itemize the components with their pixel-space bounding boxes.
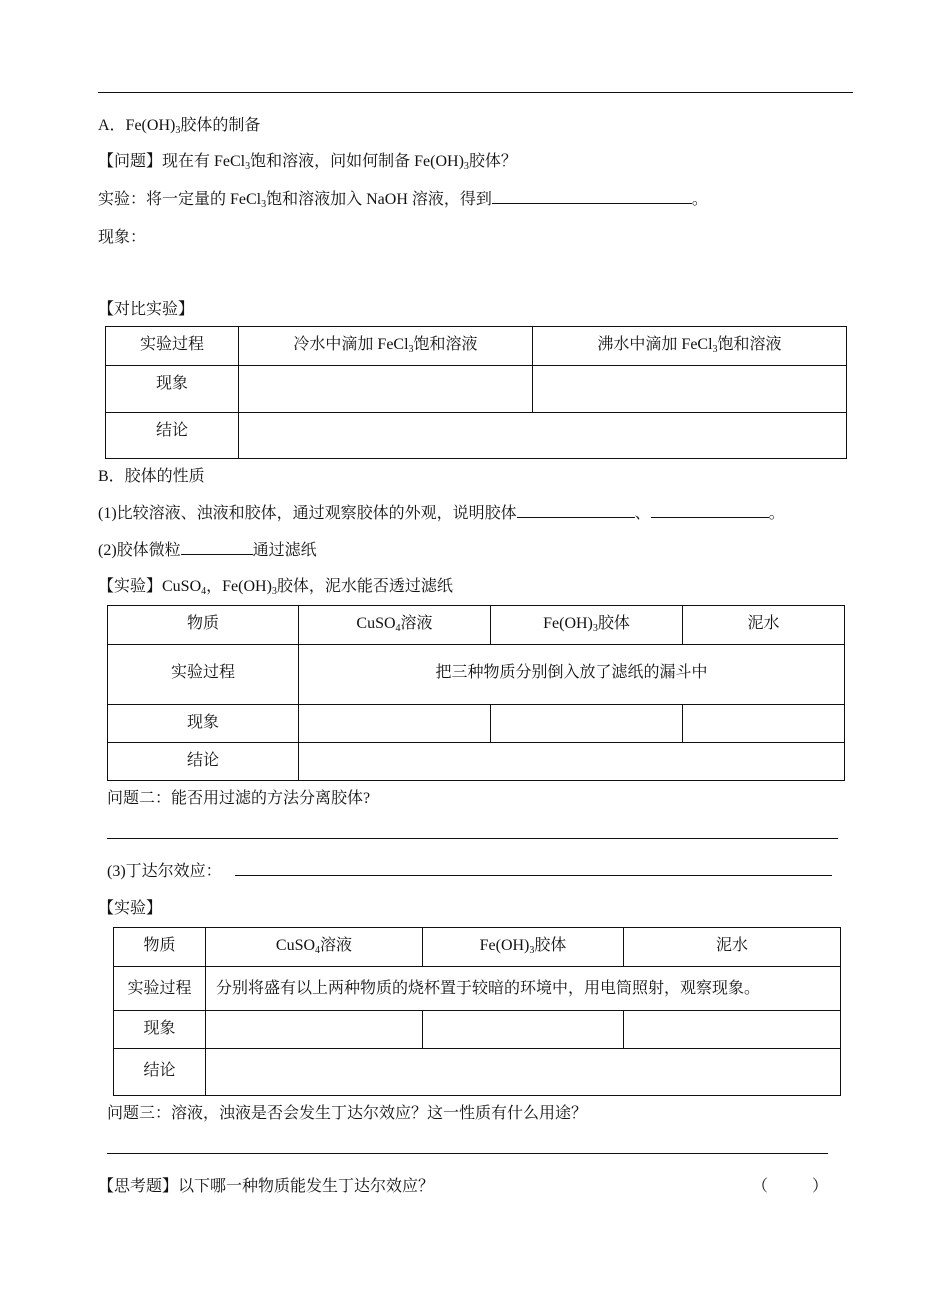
contrast-cell-boiling-phenomenon[interactable] <box>533 366 847 413</box>
experiment-line: 实验：将一定量的 FeCl$_3$饱和溶液加入 NaOH 溶液，得到 。 <box>98 191 708 210</box>
answer-line[interactable] <box>107 838 838 839</box>
filter-process-text: 把三种物质分别倒入放了滤纸的漏斗中 <box>299 645 845 705</box>
filter-header-mud-water: 泥水 <box>683 606 845 645</box>
tyndall-row-process: 实验过程 <box>114 967 206 1011</box>
contrast-cell-cold-phenomenon[interactable] <box>239 366 533 413</box>
filter-row-phenomenon: 现象 <box>108 705 299 743</box>
tyndall-row-conclusion: 结论 <box>114 1049 206 1096</box>
filter-cell-feoh3[interactable] <box>491 705 683 743</box>
filter-row-conclusion: 结论 <box>108 743 299 781</box>
answer-blank[interactable] <box>492 189 692 204</box>
answer-paren-open: （ <box>752 1178 769 1195</box>
question-three: 问题三：溶液，浊液是否会发生丁达尔效应？这一性质有什么用途？ <box>107 1105 588 1122</box>
tyndall-row-phenomenon: 现象 <box>114 1011 206 1049</box>
item2-line: (2)胶体微粒 通过滤纸 <box>98 542 317 559</box>
tyndall-header-mud-water: 泥水 <box>624 928 841 967</box>
item1-line: (1)比较溶液、浊液和胶体，通过观察胶体的外观，说明胶体 、 。 <box>98 505 785 522</box>
question-line: 【问题】现在有 FeCl$_3$饱和溶液，问如何制备 $Fe(OH)_3$胶体？ <box>98 153 517 172</box>
answer-paren-close: ） <box>812 1178 829 1195</box>
filter-experiment-heading: 【实验】CuSO$_4$，$Fe(OH)_3$胶体，泥水能否透过滤纸 <box>98 578 453 597</box>
tyndall-label: (3)丁达尔效应： <box>107 863 222 880</box>
section-b-heading: B．胶体的性质 <box>98 468 205 485</box>
contrast-row-conclusion: 结论 <box>106 413 239 459</box>
question-two: 问题二：能否用过滤的方法分离胶体? <box>107 790 371 807</box>
contrast-header-process: 实验过程 <box>106 327 239 366</box>
filter-header-feoh3: $Fe(OH)_3$胶体 <box>491 606 683 645</box>
contrast-row-phenomenon: 现象 <box>106 366 239 413</box>
contrast-heading: 【对比实验】 <box>98 301 195 318</box>
tyndall-process-text: 分别将盛有以上两种物质的烧杯置于较暗的环境中，用电筒照射，观察现象。 <box>206 967 841 1011</box>
contrast-header-cold: 冷水中滴加 FeCl$_3$饱和溶液 <box>239 327 533 366</box>
answer-blank[interactable] <box>181 540 253 555</box>
tyndall-cell-conclusion[interactable] <box>206 1049 841 1096</box>
top-rule <box>98 92 853 93</box>
tyndall-answer-line[interactable] <box>235 875 832 876</box>
answer-line[interactable] <box>107 1153 828 1154</box>
filter-cell-mud-water[interactable] <box>683 705 845 743</box>
filter-cell-cuso4[interactable] <box>299 705 491 743</box>
tyndall-cell-cuso4[interactable] <box>206 1011 423 1049</box>
answer-blank[interactable] <box>517 503 635 518</box>
tyndall-cell-mud-water[interactable] <box>624 1011 841 1049</box>
tyndall-experiment-heading: 【实验】 <box>98 900 163 917</box>
section-a-heading: A．$Fe(OH)_3$胶体的制备 <box>98 117 261 136</box>
filter-cell-conclusion[interactable] <box>299 743 845 781</box>
contrast-table <box>105 326 847 459</box>
contrast-header-boiling: 沸水中滴加 FeCl$_3$饱和溶液 <box>533 327 847 366</box>
filter-header-substance: 物质 <box>108 606 299 645</box>
filter-row-process: 实验过程 <box>108 645 299 705</box>
filter-table <box>107 605 845 781</box>
phenomenon-label: 现象： <box>98 229 147 246</box>
filter-header-cuso4: CuSO$_4$溶液 <box>299 606 491 645</box>
tyndall-header-cuso4: CuSO$_4$溶液 <box>206 928 423 967</box>
answer-blank[interactable] <box>651 503 769 518</box>
tyndall-cell-feoh3[interactable] <box>423 1011 624 1049</box>
tyndall-table <box>113 927 841 1096</box>
tyndall-header-feoh3: $Fe(OH)_3$胶体 <box>423 928 624 967</box>
thinking-question: 【思考题】以下哪一种物质能发生丁达尔效应？ <box>98 1178 435 1195</box>
contrast-cell-conclusion[interactable] <box>239 413 847 459</box>
tyndall-header-substance: 物质 <box>114 928 206 967</box>
